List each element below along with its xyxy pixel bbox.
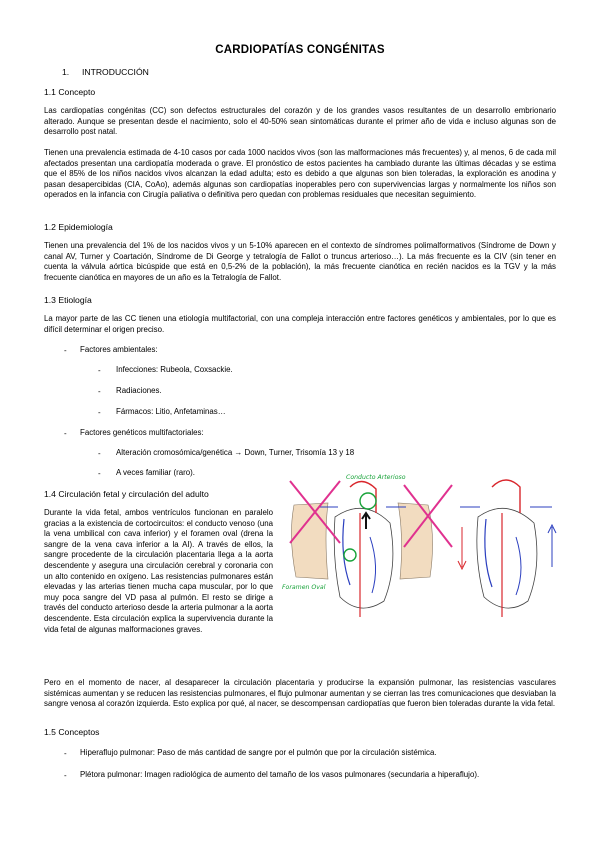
list-item-pletora: Plétora pulmonar: Imagen radiológica de aumento del tamaño de los vasos pulmonares (secundaria a hiperaflujo).	[80, 770, 480, 779]
section-number: 1.	[62, 67, 70, 77]
section-title-introduccion: INTRODUCCIÓN	[82, 67, 149, 77]
paragraph-epidemiologia: Tienen una prevalencia del 1% de los nacidos vivos y un 5-10% aparecen en el contexto de síndromes polimalformativos (Síndrome de Down y canal AV, Turner y Coartación, Síndrome de Di George y tetralogía de Fallot o truncus arterioso…). La más frecuente es la CIV (sin tener en cuenta la válvula aórtica bicúspide que está en 0,5-2% de la población), la más frecuente cianótica en recién nacidos es la TGV y la más frecuente cianótica en mayores de un año es la Tetralogía de Fallot.	[44, 241, 556, 282]
page-title: CARDIOPATÍAS CONGÉNITAS	[215, 44, 385, 56]
foramen-marker	[344, 549, 356, 561]
paragraph-circulacion-nacer: Pero en el momento de nacer, al desaparecer la circulación placentaria y producirse la expansión pulmonar, las resistencias vasculares sistémicas aumentan y se reducen las resistencias pulmonares, el flujo pulmonar aumentan y se cierran las tres comunicaciones que desviaban la sangre venosa al corazón izquierda. Esto explica por qué, al nacer, se descompensan cardiopatías que fueron bien toleradas durante la vida fetal.	[44, 678, 556, 709]
heading-circulacion: 1.4 Circulación fetal y circulación del adulto	[44, 489, 209, 499]
label-conducto-arterioso: Conducto Arterioso	[346, 474, 406, 481]
bullet-factores-geneticos: Factores genéticos multifactoriales:	[80, 428, 204, 437]
left-lung-shape	[291, 503, 328, 579]
heading-etiologia: 1.3 Etiología	[44, 295, 92, 305]
list-item-infecciones: Infecciones: Rubeola, Coxsackie.	[116, 365, 233, 374]
list-item-familiar: A veces familiar (raro).	[116, 468, 195, 477]
paragraph-etiologia: La mayor parte de las CC tienen una etiología multifactorial, con una compleja interacción entre factores genéticos y ambientales, por lo que es difícil determinar el origen preciso.	[44, 314, 556, 334]
bullet-dash: -	[64, 429, 67, 438]
flow-arrow	[362, 513, 370, 529]
bullet-dash: -	[64, 346, 67, 355]
paragraph-circulacion-fetal: Durante la vida fetal, ambos ventrículos funcionan en paralelo gracias a la existencia de cortocircuitos: el conducto venoso (una la vena umbilical con cava inferior) y el foramen oval (drena la sangre de la vena cava inferior a la AI). A través de ellos, la sangre procedente de la circulación placentaria llega a la aorta descendente y asegura una circulación cerebral y coronaria con un alto contenido en oxígeno. Las resistencias pulmonares están elevadas y las arterias tienen mucha capa muscular, por lo que muy poca sangre del VD pasa al pulmón. El resto se dirige a través del conducto arterioso desde la arteria pulmonar a la aorta descendente. Esta circulación explica la supervivencia durante la vida fetal de algunas malformaciones graves.	[44, 508, 273, 634]
vena-cava	[343, 519, 350, 585]
ventricle-flow	[370, 537, 376, 593]
label-foramen-oval: Foramen Oval	[282, 584, 326, 591]
list-item-alteracion-cromosomica: Alteración cromosómica/genética → Down, Turner, Trisomía 13 y 18	[116, 448, 355, 457]
circulation-diagram	[280, 467, 570, 627]
ductus-marker	[360, 493, 376, 509]
bullet-dash: -	[98, 366, 101, 375]
heading-concepto: 1.1 Concepto	[44, 87, 96, 97]
paragraph-concepto-1: Las cardiopatías congénitas (CC) son defectos estructurales del corazón y de los grandes vasos resultantes de un desarrollo embrionario alterado. Aunque se presentan desde el nacimiento, solo el 40-50% sean sintomáticas durante el primer año de vida e incluso algunas son de desarrollo post natal.	[44, 106, 556, 137]
fetal-circulation-diagram	[282, 473, 452, 617]
bullet-dash: -	[98, 449, 101, 458]
bullet-factores-ambientales: Factores ambientales:	[80, 345, 158, 354]
paragraph-concepto-2: Tienen una prevalencia estimada de 4-10 casos por cada 1000 nacidos vivos (son las malformaciones más frecuentes) y, al menos, 6 de cada mil afectados presentan una cardiopatía moderada o grave. El pronóstico de estos pacientes ha cambiado durante las últimas décadas y se estima que el 85% de los niños nacidos vivos alcanzan la edad adulta; esto es debido a que algunas son bien toleradas, la exploración es anodina y pasan desapercibidas (CIA, CoAo), además algunas son cardiopatías inoperables pero con supervivencias largas y normalmente los niños son operados en la infancia con Cirugía paliativa o definitiva pero quedan con problemas residuales que necesitan seguimiento.	[44, 148, 556, 200]
list-item-hiperaflujo: Hiperaflujo pulmonar: Paso de más cantidad de sangre por el pulmón que por la circulación sistémica.	[80, 748, 437, 757]
heading-epidemiologia: 1.2 Epidemiología	[44, 222, 113, 232]
bullet-dash: -	[98, 387, 101, 396]
heading-conceptos: 1.5 Conceptos	[44, 727, 100, 737]
ventricle-flow	[516, 537, 521, 595]
bullet-dash: -	[98, 408, 101, 417]
list-item-farmacos: Fármacos: Litio, Anfetaminas…	[116, 407, 226, 416]
list-item-radiaciones: Radiaciones.	[116, 386, 162, 395]
vena-cava	[485, 519, 492, 587]
flow-arrow	[458, 527, 466, 569]
bullet-dash: -	[64, 749, 67, 758]
aortic-arch	[492, 480, 520, 513]
adult-circulation-diagram	[458, 480, 556, 617]
flow-arrow	[548, 525, 556, 567]
bullet-dash: -	[64, 771, 67, 780]
bullet-dash: -	[98, 469, 101, 478]
